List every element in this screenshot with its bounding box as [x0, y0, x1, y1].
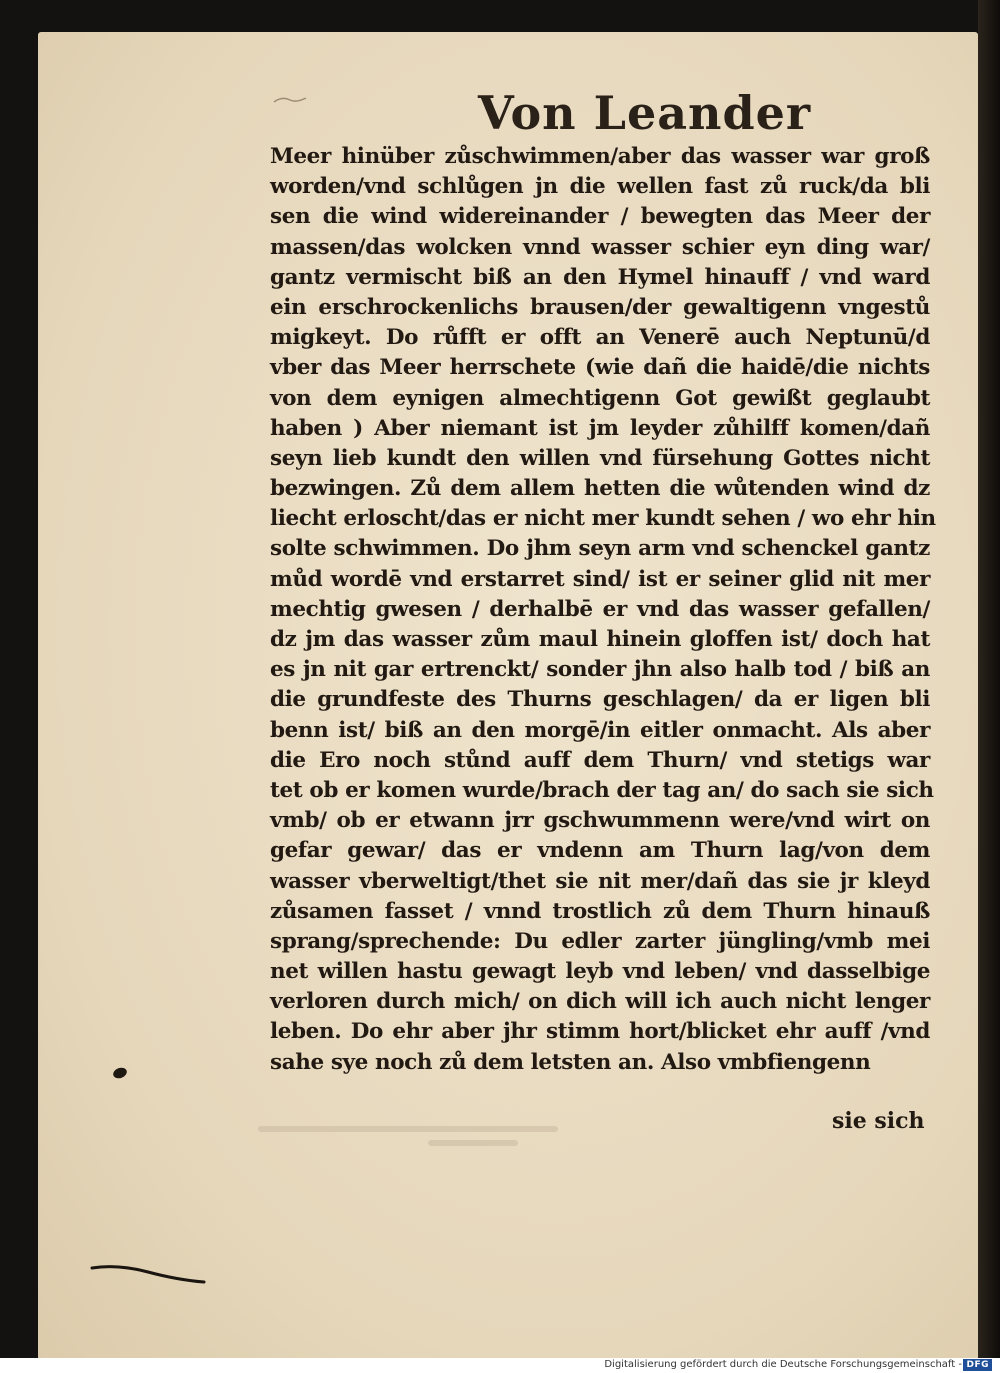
text-line: bezwingen. Zů dem allem hetten die wůtenden wind dz — [270, 476, 930, 502]
text-line: seyn lieb kundt den willen vnd fürsehung Gottes nicht — [270, 445, 930, 471]
show-through-text — [258, 1118, 578, 1158]
text-line: von dem eynigen almechtigenn Got gewißt geglaubt — [270, 385, 930, 411]
text-line: sahe sye noch zů dem letsten an. Also vmbfiengenn — [270, 1049, 871, 1075]
text-line: haben ) Aber niemant ist jm leyder zůhilff komen/dañ — [270, 415, 930, 441]
text-line: liecht erloscht/das er nicht mer kundt sehen / wo ehr hin — [270, 506, 936, 532]
text-line: es jn nit gar ertrenckt/ sonder jhn also halb tod / biß an — [270, 657, 930, 683]
pen-stroke-mark — [88, 1262, 208, 1286]
text-line: sprang/sprechende: Du edler zarter jüngling/vmb mei — [270, 928, 930, 954]
text-line: ein erschrockenlichs brausen/der gewaltigenn vngestů — [270, 294, 930, 320]
text-line: gantz vermischt biß an den Hymel hinauff / vnd ward — [270, 264, 930, 290]
ink-mark-top — [272, 94, 312, 108]
text-line: vmb/ ob er etwann jrr gschwummenn were/vnd wirt on — [270, 808, 930, 834]
digitization-credit: Digitalisierung gefördert durch die Deutsche Forschungsgemeinschaft - — [604, 1359, 962, 1370]
text-line: Meer hinüber zůschwimmen/aber das wasser war groß — [270, 144, 930, 169]
text-line: migkeyt. Do růfft er offt an Venerē auch Neptunū/d — [270, 325, 930, 351]
text-block — [270, 142, 936, 1078]
text-line: net willen hastu gewagt leyb vnd leben/ vnd dasselbige — [270, 959, 930, 985]
text-line: worden/vnd schlůgen jn die wellen fast zů ruck/da bli — [270, 174, 930, 200]
text-line: verloren durch mich/ on dich will ich auch nicht lenger — [270, 989, 930, 1015]
text-line: die Ero noch stůnd auff dem Thurn/ vnd stetigs war — [270, 747, 930, 773]
text-line: vber das Meer herrschete (wie dañ die haidē/die nichts — [270, 355, 930, 381]
catchword: sie sich — [832, 1108, 925, 1134]
dfg-logo: DFG — [963, 1359, 992, 1371]
running-head: Von Leander — [478, 86, 812, 140]
text-line: dz jm das wasser zům maul hinein gloffen ist/ doch hat — [270, 627, 930, 652]
text-line: mechtig gwesen / derhalbē er vnd das wasser gefallen/ — [270, 596, 930, 622]
text-line: die grundfeste des Thurns geschlagen/ da er ligen bli — [270, 687, 930, 713]
text-line: gefar gewar/ das er vndenn am Thurn lag/von dem — [270, 838, 930, 864]
text-line: wasser vberweltigt/thet sie nit mer/dañ das sie jr kleyd — [270, 868, 930, 894]
book-edge — [978, 0, 1000, 1358]
text-line: zůsamen fasset / vnnd trostlich zů dem Thurn hinauß — [270, 898, 930, 924]
text-line: tet ob er komen wurde/brach der tag an/ do sach sie sich — [270, 777, 934, 803]
text-line: benn ist/ biß an den morgē/in eitler onmacht. Als aber — [270, 717, 930, 743]
text-line: massen/das wolcken vnnd wasser schier eyn ding war/ — [270, 234, 930, 260]
text-line: můd wordē vnd erstarret sind/ ist er seiner glid nit mer — [270, 566, 930, 592]
text-line: solte schwimmen. Do jhm seyn arm vnd schenckel gantz — [270, 536, 930, 562]
text-line: sen die wind widereinander / bewegten das Meer der — [270, 204, 930, 230]
text-line: leben. Do ehr aber jhr stimm hort/blicket ehr auff /vnd — [270, 1019, 930, 1045]
